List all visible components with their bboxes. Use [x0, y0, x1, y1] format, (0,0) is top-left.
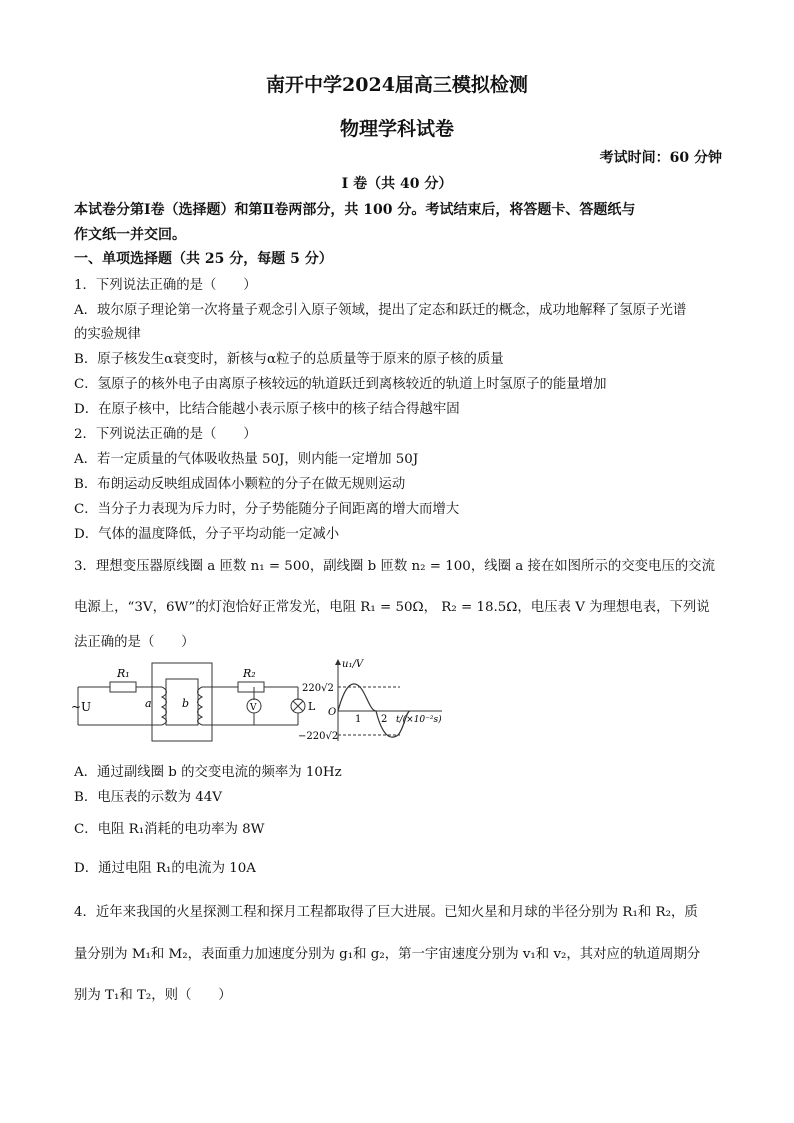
q3-stem-line-3: 法正确的是（ ）: [74, 635, 195, 650]
intro-line-2: 作文纸一并交回。: [74, 227, 186, 243]
page-title: 南开中学2024届高三模拟检测: [266, 74, 528, 96]
q1-option-b: B．原子核发生α衰变时，新核与α粒子的总质量等于原来的原子核的质量: [74, 352, 504, 367]
y-max-label: 220√2: [302, 683, 334, 694]
y-min-label: −220√2: [298, 731, 339, 742]
lamp-label: L: [308, 700, 316, 713]
source-label: ~U: [71, 700, 92, 714]
q1-stem: 1．下列说法正确的是（ ）: [74, 278, 257, 293]
q2-option-b: B．布朗运动反映组成固体小颗粒的分子在做无规则运动: [74, 477, 406, 492]
voltage-graph: [338, 663, 442, 741]
intro-line-1: 本试卷分第Ⅰ卷（选择题）和第Ⅱ卷两部分，共 100 分。考试结束后，将答题卡、答题纸与: [74, 202, 636, 218]
x-axis-label: t/(×10⁻²s): [396, 715, 442, 725]
q4-stem-line-3: 别为 T₁和 T₂，则（ ）: [74, 988, 232, 1003]
q3-stem-line-2: 电源上，“3V，6W”的灯泡恰好正常发光，电阻 R₁ = 50Ω， R₂ = 18.5Ω，电压表 V 为理想电表，下列说: [74, 600, 710, 615]
q4-stem-line-2: 量分别为 M₁和 M₂，表面重力加速度分别为 g₁和 g₂，第一宇宙速度分别为 v₁和 v₂，其对应的轨道周期分: [74, 947, 701, 962]
y-axis-label: u₁/V: [342, 659, 364, 670]
primary-circuit: [78, 663, 305, 741]
q2-option-c: C．当分子力表现为斥力时，分子势能随分子间距离的增大而增大: [74, 502, 460, 517]
q3-option-c: C．电阻 R₁消耗的电功率为 8W: [74, 822, 265, 837]
coil-b-label: b: [182, 697, 190, 710]
x-tick-2: 2: [381, 714, 388, 725]
r2-label: R₂: [243, 667, 256, 680]
q3-option-d: D．通过电阻 R₁的电流为 10A: [74, 861, 256, 876]
coil-a-label: a: [145, 697, 152, 710]
part1-heading: 一、单项选择题（共 25 分，每题 5 分）: [74, 251, 333, 267]
q2-stem: 2．下列说法正确的是（ ）: [74, 427, 257, 442]
q1-option-c: C．氢原子的核外电子由离原子核较远的轨道跃迁到离核较近的轨道上时氢原子的能量增加: [74, 377, 607, 392]
page-subtitle: 物理学科试卷: [339, 118, 454, 140]
voltmeter-icon: V: [250, 703, 257, 713]
q3-stem-line-1: 3．理想变压器原线圈 a 匝数 n₁ = 500，副线圈 b 匝数 n₂ = 100，线圈 a 接在如图所示的交变电压的交流: [74, 559, 715, 574]
q2-option-d: D．气体的温度降低，分子平均动能一定减小: [74, 527, 340, 542]
q3-option-b: B．电压表的示数为 44V: [74, 790, 222, 805]
origin-label: O: [328, 707, 337, 718]
r1-label: R₁: [117, 667, 130, 680]
q4-stem-line-1: 4．近年来我国的火星探测工程和探月工程都取得了巨大进展。已知火星和月球的半径分别为 R₁和 R₂，质: [74, 905, 698, 920]
y-axis-arrow-icon: [335, 659, 341, 665]
exam-time: 考试时间：60 分钟: [599, 150, 722, 166]
q3-figure: [70, 655, 450, 750]
q1-option-a-cont: 的实验规律: [74, 327, 141, 342]
q1-option-d: D．在原子核中，比结合能越小表示原子核中的核子结合得越牢固: [74, 402, 460, 417]
q3-option-a: A．通过副线圈 b 的交变电流的频率为 10Hz: [74, 765, 342, 780]
x-tick-1: 1: [355, 714, 362, 725]
q1-option-a: A．玻尔原子理论第一次将量子观念引入原子领域，提出了定态和跃迁的概念，成功地解释了氢原子光谱: [74, 303, 687, 318]
q2-option-a: A．若一定质量的气体吸收热量 50J，则内能一定增加 50J: [74, 452, 419, 467]
section-heading: I 卷（共 40 分）: [341, 176, 453, 192]
